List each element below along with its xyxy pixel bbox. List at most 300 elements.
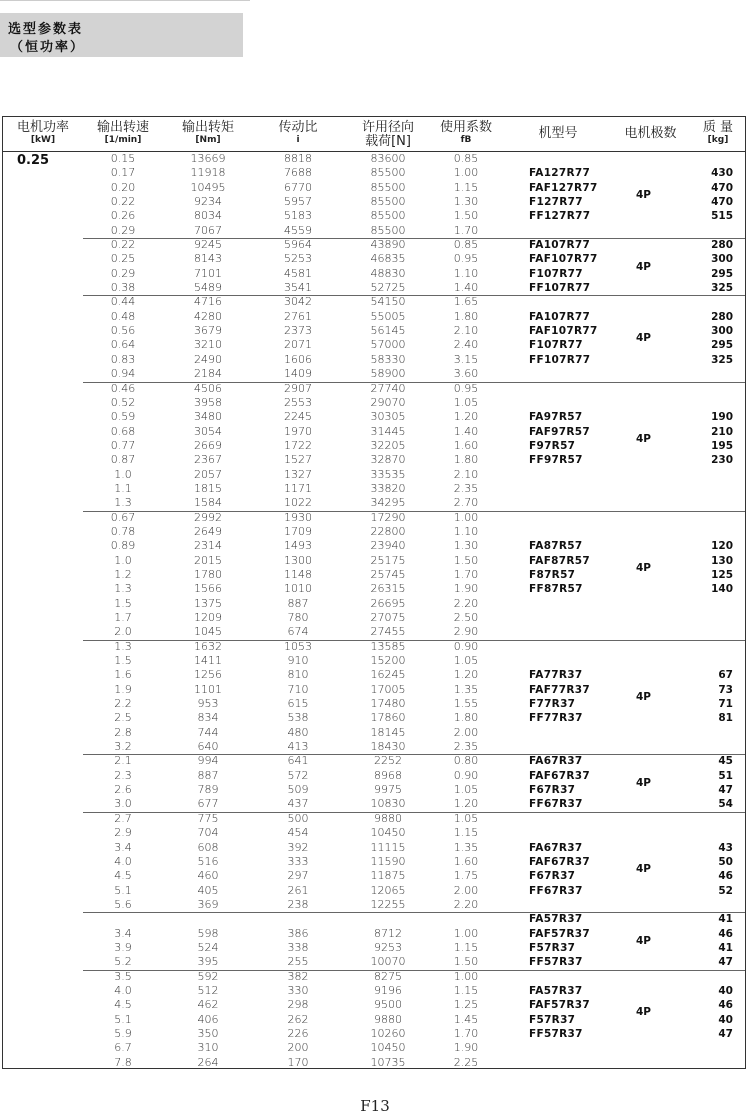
service-factor-cell: 1.00 [453,510,479,524]
service-factor-cell: 1.05 [453,395,479,409]
mass-value: 41 [718,941,733,954]
table-row [3,152,745,166]
mass-list [693,841,733,898]
ratio-cell: 5183 [284,209,312,223]
ratio-cell: 480 [287,725,309,739]
mass-value: 515 [711,210,733,223]
ratio-cell: 298 [287,998,309,1012]
output-torque-cell: 775 [197,811,219,825]
table-row [3,1041,745,1055]
service-factor-cell: 2.00 [453,883,479,897]
motor-poles-value: 4P [636,188,652,201]
output-speed-cell: 3.0 [114,797,132,811]
model-list [529,754,639,811]
model-group [3,511,745,640]
mass-list [693,310,733,367]
output-speed-cell: 0.52 [110,395,136,409]
output-torque-cell: 744 [197,725,219,739]
ratio-cell: 810 [287,668,309,682]
output-speed-cell: 1.7 [114,611,132,624]
model-group [3,295,745,381]
service-factor-cell: 3.60 [453,367,479,381]
ratio-cell: 2907 [284,381,312,395]
mass-value: 46 [718,870,733,883]
table-row [3,640,745,654]
output-torque-cell: 524 [197,940,219,954]
output-torque-cell: 1815 [194,481,222,495]
header-unit: [kg] [707,135,729,145]
service-factor-cell: 1.80 [453,453,479,467]
service-factor-cell: 1.00 [453,166,479,180]
ratio-cell: 330 [287,983,309,997]
radial-load-cell: 48830 [370,266,406,280]
output-torque-cell: 264 [197,1055,219,1069]
output-torque-cell: 592 [197,969,219,983]
ratio-cell: 200 [287,1041,309,1055]
model-number: FA127R77 [529,167,591,180]
output-torque-cell: 8034 [194,209,222,223]
output-speed-cell: 2.2 [114,697,132,711]
service-factor-cell: 1.20 [453,410,479,424]
ratio-cell: 2761 [284,309,312,323]
model-group [3,812,745,912]
output-speed-cell: 0.59 [110,410,136,424]
mass-value: 54 [718,798,733,811]
service-factor-cell: 1.15 [453,983,479,997]
radial-load-cell: 85500 [370,195,406,209]
radial-load-cell: 85500 [370,180,406,194]
output-speed-cell: 0.22 [110,195,136,209]
mass-value: 41 [718,913,733,926]
motor-poles-value: 4P [636,332,652,345]
output-torque-cell: 608 [197,840,219,854]
service-factor-cell: 1.20 [453,668,479,682]
radial-load-cell: 12255 [370,897,406,911]
mass-value: 325 [711,353,733,366]
mass-value: 125 [711,568,733,581]
output-torque-cell: 1780 [194,567,222,581]
output-speed-cell: 0.83 [110,352,136,366]
output-torque-cell: 3054 [194,424,222,438]
model-number: FA67R37 [529,841,583,854]
mass-value: 470 [711,196,733,209]
ratio-cell: 297 [287,869,309,883]
ratio-cell: 1300 [284,553,312,567]
radial-load-cell: 2252 [374,754,402,768]
output-speed-cell: 2.3 [114,768,132,782]
table-body [3,152,745,1070]
output-torque-cell: 13669 [190,152,226,165]
radial-load-cell: 9880 [374,1012,402,1026]
service-factor-cell: 1.45 [453,1012,479,1026]
table-row [3,367,745,381]
model-number: FA57R37 [529,913,583,926]
service-factor-cell: 0.95 [453,381,479,395]
header-label: 输出转速 [96,120,149,135]
radial-load-cell: 25175 [370,553,406,567]
radial-load-cell: 55005 [370,309,406,323]
output-speed-cell: 4.5 [114,998,132,1012]
output-torque-cell: 395 [197,955,219,969]
service-factor-cell: 2.40 [453,338,479,352]
radial-load-cell: 85500 [370,209,406,223]
model-number: F67R37 [529,784,576,797]
ratio-cell: 261 [287,883,309,897]
model-number: FA107R77 [529,310,591,323]
radial-load-cell: 10735 [370,1055,406,1069]
output-speed-cell: 2.9 [114,826,132,840]
mass-value: 71 [718,698,733,711]
model-number: FF107R77 [529,353,591,366]
service-factor-cell: 1.80 [453,711,479,725]
radial-load-cell: 32870 [370,453,406,467]
output-speed-cell: 1.1 [114,481,132,495]
table-row [3,726,745,740]
output-torque-cell: 462 [197,998,219,1012]
service-factor-cell: 1.75 [453,869,479,883]
model-group [3,382,745,511]
output-speed-cell: 1.0 [114,467,132,481]
output-speed-cell: 5.6 [114,897,132,911]
output-speed-cell: 1.2 [114,567,132,581]
output-speed-cell: 3.9 [114,940,132,954]
ratio-cell: 5253 [284,252,312,266]
output-torque-cell: 677 [197,797,219,811]
radial-load-cell: 18145 [370,725,406,739]
ratio-cell: 3541 [284,281,312,295]
output-speed-cell: 5.1 [114,883,132,897]
header-service-factor [431,117,501,151]
radial-load-cell: 25745 [370,567,406,581]
header-mass [693,117,743,151]
table-row [3,382,745,396]
motor-poles-value: 4P [636,260,652,273]
output-speed-cell: 0.68 [110,424,136,438]
output-speed-cell: 1.5 [114,596,132,610]
model-group [3,238,745,295]
output-speed-cell: 0.26 [110,209,136,223]
model-number: F97R57 [529,439,576,452]
ratio-cell: 1148 [284,567,312,581]
output-torque-cell: 512 [197,983,219,997]
motor-poles-value: 4P [636,432,652,445]
ratio-cell: 710 [287,682,309,696]
ratio-cell: 500 [287,811,309,825]
mass-value: 230 [711,454,733,467]
output-speed-cell: 2.0 [114,625,132,639]
ratio-cell: 262 [287,1012,309,1026]
service-factor-cell: 1.20 [453,797,479,811]
model-number: FAF97R57 [529,425,590,438]
output-torque-cell: 350 [197,1026,219,1040]
service-factor-cell: 0.80 [453,754,479,768]
mass-value: 45 [718,755,733,768]
output-torque-cell: 406 [197,1012,219,1026]
radial-load-cell: 10450 [370,1041,406,1055]
model-number: F57R37 [529,941,576,954]
ratio-cell: 1527 [284,453,312,467]
radial-load-cell: 10450 [370,826,406,840]
service-factor-cell: 1.30 [453,539,479,553]
service-factor-cell: 1.50 [453,553,479,567]
model-number: FF57R37 [529,956,583,969]
output-torque-cell: 4506 [194,381,222,395]
service-factor-cell: 1.35 [453,840,479,854]
model-number: FAF107R77 [529,325,598,338]
radial-load-cell: 16245 [370,668,406,682]
output-speed-cell: 0.20 [110,180,136,194]
model-list [529,912,639,969]
ratio-cell: 780 [287,611,309,624]
service-factor-cell: 1.30 [453,195,479,209]
mass-value: 325 [711,282,733,295]
output-speed-cell: 0.77 [110,438,136,452]
motor-power-value: 0.25 [17,153,50,168]
ratio-cell: 1930 [284,510,312,524]
mass-value: 190 [711,411,733,424]
output-speed-cell: 3.4 [114,840,132,854]
radial-load-cell: 18430 [370,740,406,754]
output-speed-cell: 0.44 [110,295,136,309]
model-number: F77R37 [529,698,576,711]
model-number: FA77R37 [529,669,583,682]
service-factor-cell: 2.90 [453,625,479,639]
ratio-cell: 413 [287,740,309,754]
model-number: FAF87R57 [529,554,590,567]
ratio-cell: 2071 [284,338,312,352]
header-unit: i [296,135,300,145]
output-speed-cell: 0.38 [110,281,136,295]
model-group [3,152,745,238]
radial-load-cell: 85500 [370,223,406,237]
mass-value: 295 [711,267,733,280]
ratio-cell: 1053 [284,639,312,653]
output-torque-cell: 9234 [194,195,222,209]
radial-load-cell: 17290 [370,510,406,524]
radial-load-cell: 57000 [370,338,406,352]
output-speed-cell: 4.0 [114,854,132,868]
header-unit: [1/min] [104,135,142,145]
output-torque-cell: 4280 [194,309,222,323]
output-speed-cell: 0.67 [110,510,136,524]
output-torque-cell: 789 [197,783,219,797]
mass-value: 300 [711,253,733,266]
model-number: FAF67R37 [529,855,590,868]
output-speed-cell: 3.2 [114,740,132,754]
motor-poles-value: 4P [636,863,652,876]
radial-load-cell: 9500 [374,998,402,1012]
output-torque-cell: 3210 [194,338,222,352]
output-torque-cell: 3480 [194,410,222,424]
output-torque-cell: 2367 [194,453,222,467]
model-number: F127R77 [529,196,583,209]
model-group [3,970,745,1070]
header-motor-power [3,117,83,151]
radial-load-cell: 8968 [374,768,402,782]
ratio-cell: 2373 [284,324,312,338]
table-row [3,597,745,611]
section-subtitle: （恒功率） [10,40,86,55]
output-speed-cell: 0.94 [110,367,136,381]
service-factor-cell: 2.50 [453,611,479,624]
section-title-box [0,13,243,57]
table-row [3,482,745,496]
header-label: 传动比 [278,120,318,135]
output-torque-cell: 3679 [194,324,222,338]
output-speed-cell: 1.3 [114,496,132,510]
table-row [3,525,745,539]
table-row [3,396,745,410]
model-number: FF57R37 [529,1027,583,1040]
model-number: FA67R37 [529,755,583,768]
mass-value: 280 [711,310,733,323]
radial-load-cell: 33820 [370,481,406,495]
service-factor-cell: 1.70 [453,223,479,237]
model-list [529,166,639,223]
output-speed-cell: 0.56 [110,324,136,338]
model-number: FF97R57 [529,454,583,467]
mass-list [693,754,733,811]
model-list [529,984,639,1041]
header-ratio [258,117,338,151]
table-row [3,1056,745,1070]
output-speed-cell: 5.9 [114,1026,132,1040]
service-factor-cell: 0.85 [453,152,479,165]
output-torque-cell: 2490 [194,352,222,366]
mass-value: 47 [718,956,733,969]
service-factor-cell: 1.10 [453,266,479,280]
output-torque-cell: 10495 [190,180,226,194]
service-factor-cell: 0.90 [453,639,479,653]
output-torque-cell: 516 [197,854,219,868]
model-number: F67R37 [529,870,576,883]
mass-value: 430 [711,167,733,180]
output-torque-cell: 310 [197,1041,219,1055]
service-factor-cell: 2.35 [453,740,479,754]
ratio-cell: 7688 [284,166,312,180]
header-motor-poles [608,117,693,151]
output-torque-cell: 405 [197,883,219,897]
radial-load-cell: 8712 [374,926,402,940]
model-group [3,640,745,755]
output-speed-cell: 5.2 [114,955,132,969]
header-unit: fB [460,135,472,145]
output-torque-cell: 1209 [194,611,222,624]
output-speed-cell: 0.25 [110,252,136,266]
mass-value: 47 [718,784,733,797]
output-torque-cell: 994 [197,754,219,768]
selection-table [2,116,746,1069]
output-torque-cell: 460 [197,869,219,883]
output-speed-cell: 2.8 [114,725,132,739]
ratio-cell: 615 [287,697,309,711]
table-row [3,625,745,639]
radial-load-cell: 26695 [370,596,406,610]
output-torque-cell: 9245 [194,238,222,252]
output-torque-cell: 4716 [194,295,222,309]
header-unit: [Nm] [195,135,221,145]
service-factor-cell: 2.00 [453,725,479,739]
radial-load-cell: 13585 [370,639,406,653]
header-label: 使用系数 [439,120,492,135]
ratio-cell: 3042 [284,295,312,309]
ratio-cell: 509 [287,783,309,797]
table-row [3,224,745,238]
mass-list [693,166,733,223]
ratio-cell: 4559 [284,223,312,237]
ratio-cell: 2245 [284,410,312,424]
model-number: FF67R37 [529,798,583,811]
output-torque-cell: 2314 [194,539,222,553]
ratio-cell: 538 [287,711,309,725]
model-number: FA97R57 [529,411,583,424]
radial-load-cell: 9880 [374,811,402,825]
radial-load-cell: 22800 [370,524,406,538]
mass-value: 52 [718,884,733,897]
mass-value: 40 [718,1013,733,1026]
radial-load-cell: 27455 [370,625,406,639]
model-list [529,539,639,596]
mass-value: 300 [711,325,733,338]
mass-value: 67 [718,669,733,682]
output-torque-cell: 887 [197,768,219,782]
ratio-cell: 386 [287,926,309,940]
table-row [3,898,745,912]
ratio-cell: 238 [287,897,309,911]
service-factor-cell: 3.15 [453,352,479,366]
output-torque-cell: 5489 [194,281,222,295]
output-torque-cell: 1411 [194,654,222,668]
table-row [3,740,745,754]
service-factor-cell: 2.20 [453,897,479,911]
model-list [529,310,639,367]
mass-list [693,238,733,295]
ratio-cell: 437 [287,797,309,811]
model-group [3,912,745,969]
service-factor-cell: 0.95 [453,252,479,266]
radial-load-cell: 31445 [370,424,406,438]
ratio-cell: 1409 [284,367,312,381]
service-factor-cell: 1.15 [453,826,479,840]
ratio-cell: 382 [287,969,309,983]
radial-load-cell: 12065 [370,883,406,897]
radial-load-cell: 32205 [370,438,406,452]
output-torque-cell: 2015 [194,553,222,567]
output-torque-cell: 7067 [194,223,222,237]
ratio-cell: 641 [287,754,309,768]
output-speed-cell: 2.7 [114,811,132,825]
output-speed-cell: 0.48 [110,309,136,323]
radial-load-cell: 58330 [370,352,406,366]
service-factor-cell: 1.70 [453,1026,479,1040]
mass-value: 140 [711,583,733,596]
ratio-cell: 226 [287,1026,309,1040]
model-number: FF127R77 [529,210,591,223]
output-speed-cell: 0.87 [110,453,136,467]
output-speed-cell: 2.1 [114,754,132,768]
radial-load-cell: 52725 [370,281,406,295]
mass-list [693,912,733,969]
output-torque-cell: 598 [197,926,219,940]
service-factor-cell: 1.15 [453,180,479,194]
service-factor-cell: 1.05 [453,783,479,797]
output-torque-cell: 834 [197,711,219,725]
radial-load-cell: 26315 [370,582,406,596]
output-speed-cell: 1.5 [114,654,132,668]
table-row [3,970,745,984]
output-torque-cell: 3958 [194,395,222,409]
output-torque-cell: 2649 [194,524,222,538]
